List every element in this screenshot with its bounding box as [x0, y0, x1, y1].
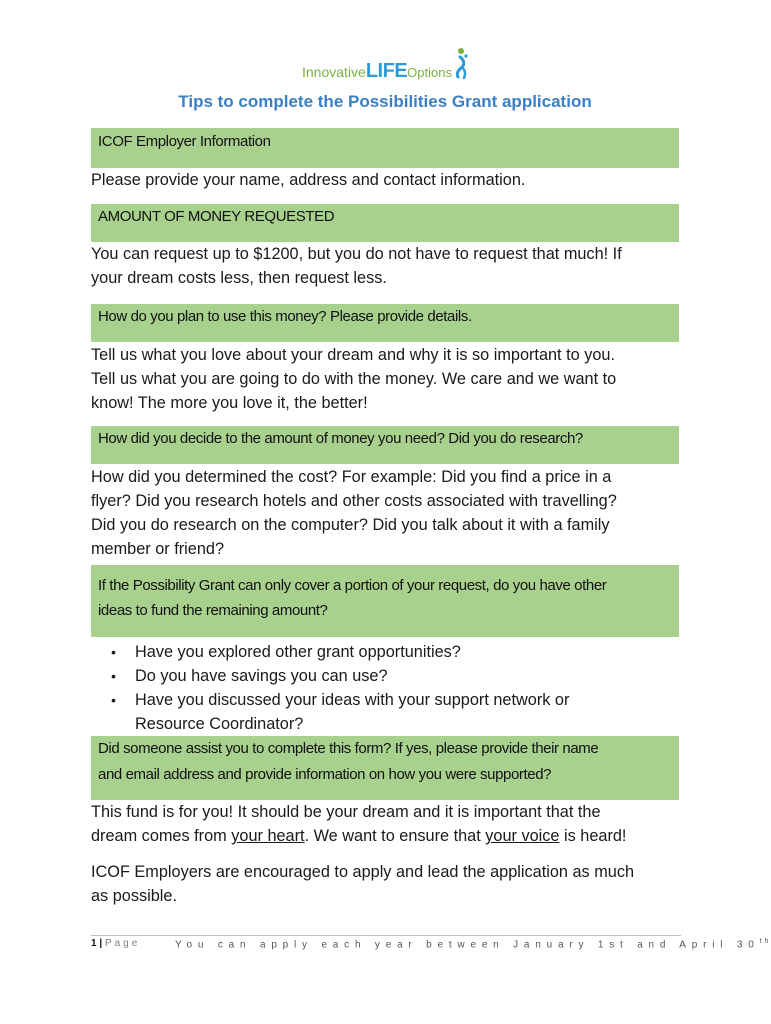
body-line: flyer? Did you research hotels and other costs associated with travelling?	[91, 492, 617, 510]
list-item-text: Have you explored other grant opportunities?	[135, 643, 461, 661]
body-line: know! The more you love it, the better!	[91, 394, 368, 412]
heading-text: ideas to fund the remaining amount?	[98, 602, 328, 619]
heading-text: Did someone assist you to complete this form? If yes, please provide their name	[98, 740, 599, 757]
page-title: Tips to complete the Possibilities Grant application	[178, 92, 592, 111]
footer-note-text: You can apply each year between January 1st and April 30	[175, 939, 760, 951]
body-line: Tell us what you are going to do with the money. We care and we want to	[91, 370, 617, 388]
page-label: Page	[104, 938, 141, 949]
body-line: You can request up to $1200, but you do not have to request that much! If	[91, 245, 622, 263]
logo-word-innovative: Innovative	[302, 64, 366, 80]
section-body-research	[91, 465, 691, 561]
heading-text: ICOF Employer Information	[98, 133, 271, 150]
body-line: Did you do research on the computer? Did you talk about it with a family	[91, 516, 610, 534]
body-line: member or friend?	[91, 540, 225, 558]
section-heading-assistance	[91, 736, 679, 800]
footer-note	[175, 938, 771, 950]
section-heading-use-of-money: How do you plan to use this money? Please provide details.	[91, 304, 679, 342]
section-body-employer-info	[91, 168, 691, 192]
list-item: • Do you have savings you can use?	[111, 667, 388, 685]
logo-word-options: Options	[407, 65, 452, 80]
logo-text	[302, 60, 452, 83]
list-item: • Have you explored other grant opportunities?	[111, 643, 461, 661]
logo-word-life: LIFE	[365, 60, 408, 82]
section-body-assistance	[91, 800, 691, 848]
body-line: This fund is for you! It should be your dream and it is important that the	[91, 803, 601, 821]
section-heading-amount-requested	[91, 204, 679, 242]
heading-text: AMOUNT OF MONEY REQUESTED	[98, 208, 335, 225]
funding-ideas-list	[91, 640, 691, 736]
footer-separator: |	[99, 938, 103, 949]
body-text: dream comes from	[91, 827, 232, 845]
section-body-employers	[91, 860, 691, 908]
section-heading-other-funding	[91, 565, 679, 637]
section-heading-employer-info	[91, 128, 679, 168]
page-number: 1	[91, 938, 97, 949]
underlined-text-your-voice: your voice	[485, 827, 560, 845]
page-footer	[91, 935, 771, 951]
list-item-text: Have you discussed your ideas with your support network or	[135, 691, 570, 709]
body-line: Tell us what you love about your dream and why it is so important to you.	[91, 346, 615, 364]
heading-text: How do you plan to use this money? Please provide details	[98, 308, 468, 325]
list-item-text: Resource Coordinator?	[135, 715, 304, 733]
body-text: is heard!	[559, 827, 627, 845]
list-item-continuation	[91, 712, 691, 736]
section-heading-research	[91, 426, 679, 464]
heading-text: How did you decide to the amount of money you need? Did you do research?	[98, 430, 583, 447]
body-line	[91, 824, 691, 848]
section-body-use-of-money	[91, 343, 691, 415]
footer-note-superscript: th	[759, 938, 771, 945]
innovative-life-options-logo	[302, 47, 472, 83]
body-line: Please provide your name, address and contact information.	[91, 171, 526, 189]
body-line: How did you determined the cost? For example: Did you find a price in a	[91, 468, 612, 486]
heading-text: and email address and provide information on how you were supported?	[98, 766, 552, 783]
section-body-amount-requested	[91, 242, 691, 290]
person-figure-icon	[450, 47, 472, 81]
heading-text: If the Possibility Grant can only cover a portion of your request, do you have other	[98, 577, 607, 594]
list-item-text: Do you have savings you can use?	[135, 667, 388, 685]
body-line: your dream costs less, then request less.	[91, 269, 387, 287]
underlined-text-your-heart: your heart	[231, 827, 305, 845]
body-line: ICOF Employers are encouraged to apply and lead the application as much	[91, 863, 635, 881]
body-line: as possible.	[91, 887, 177, 905]
body-text: . We want to ensure that	[304, 827, 486, 845]
list-item: • Have you discussed your ideas with your support network or	[111, 691, 570, 709]
